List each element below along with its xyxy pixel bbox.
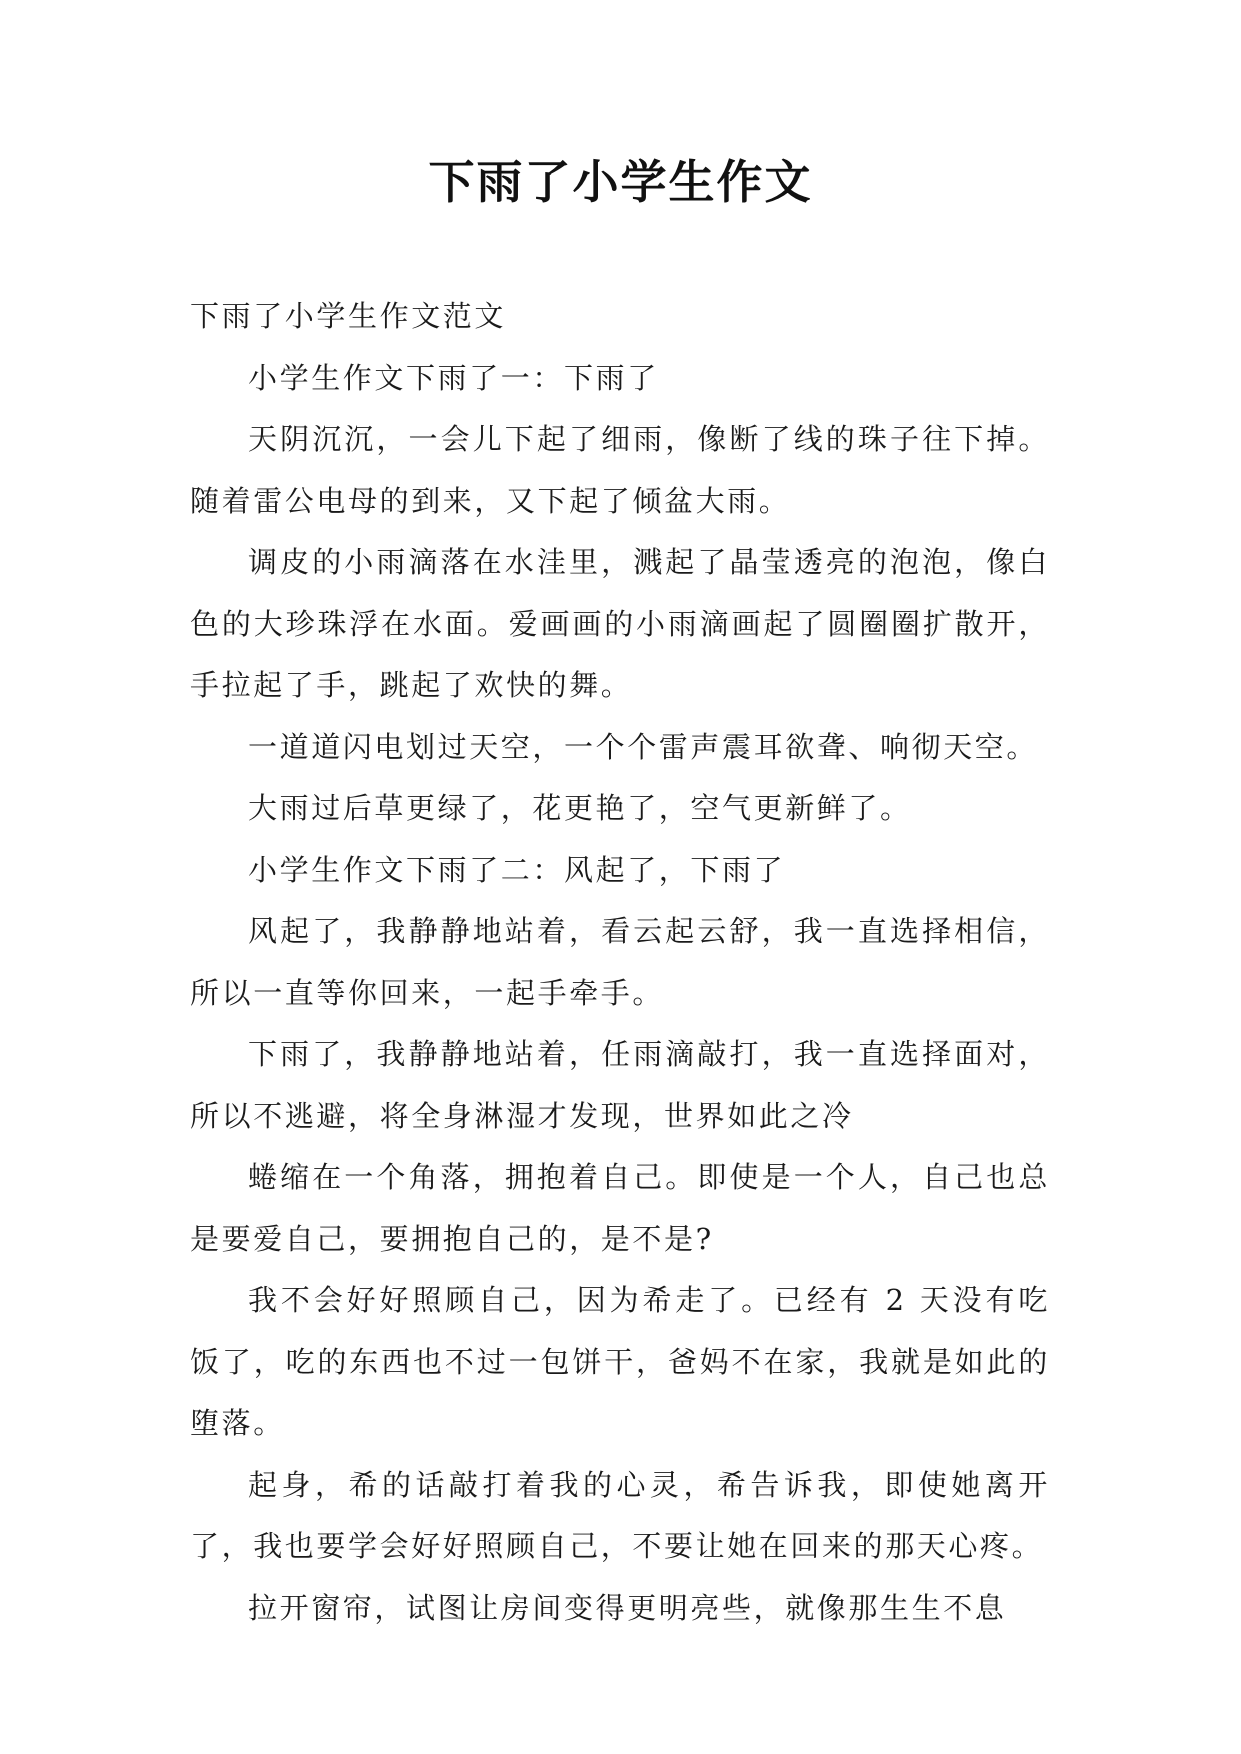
paragraph: 我不会好好照顾自己，因为希走了。已经有 2 天没有吃饭了，吃的东西也不过一包饼干，爸妈不在家，我就是如此的堕落。 [190,1283,1050,1440]
document-body [190,286,1050,1639]
paragraph: 天阴沉沉，一会儿下起了细雨，像断了线的珠子往下掉。随着雷公电母的到来，又下起了倾盆大雨。 [190,422,1050,518]
paragraph: 拉开窗帘，试图让房间变得更明亮些，就像那生生不息 [248,1590,1007,1625]
page-title: 下雨了小学生作文 [428,155,813,209]
paragraph: 大雨过后草更绿了，花更艳了，空气更新鲜了。 [248,791,912,825]
paragraph: 蜷缩在一个角落，拥抱着自己。即使是一个人，自己也总是要爱自己，要拥抱自己的，是不是? [190,1160,1050,1256]
paragraph: 一道道闪电划过天空，一个个雷声震耳欲聋、响彻天空。 [248,729,1039,764]
paragraph: 起身，希的话敲打着我的心灵，希告诉我，即使她离开了，我也要学会好好照顾自己，不要让她在回来的那天心疼。 [190,1467,1050,1563]
section-heading-1: 小学生作文下雨了一：下雨了 [248,360,659,395]
paragraph: 风起了，我静静地站着，看云起云舒，我一直选择相信，所以一直等你回来，一起手牵手。 [190,914,1050,1010]
paragraph: 下雨了，我静静地站着，任雨滴敲打，我一直选择面对，所以不逃避，将全身淋湿才发现，世界如此之冷 [190,1037,1050,1133]
document-subtitle: 下雨了小学生作文范文 [190,299,507,333]
section-heading-2: 小学生作文下雨了二：风起了，下雨了 [248,852,786,887]
paragraph: 调皮的小雨滴落在水洼里，溅起了晶莹透亮的泡泡，像白色的大珍珠浮在水面。爱画画的小雨滴画起了圆圈圈扩散开，手拉起了手，跳起了欢快的舞。 [190,545,1050,702]
